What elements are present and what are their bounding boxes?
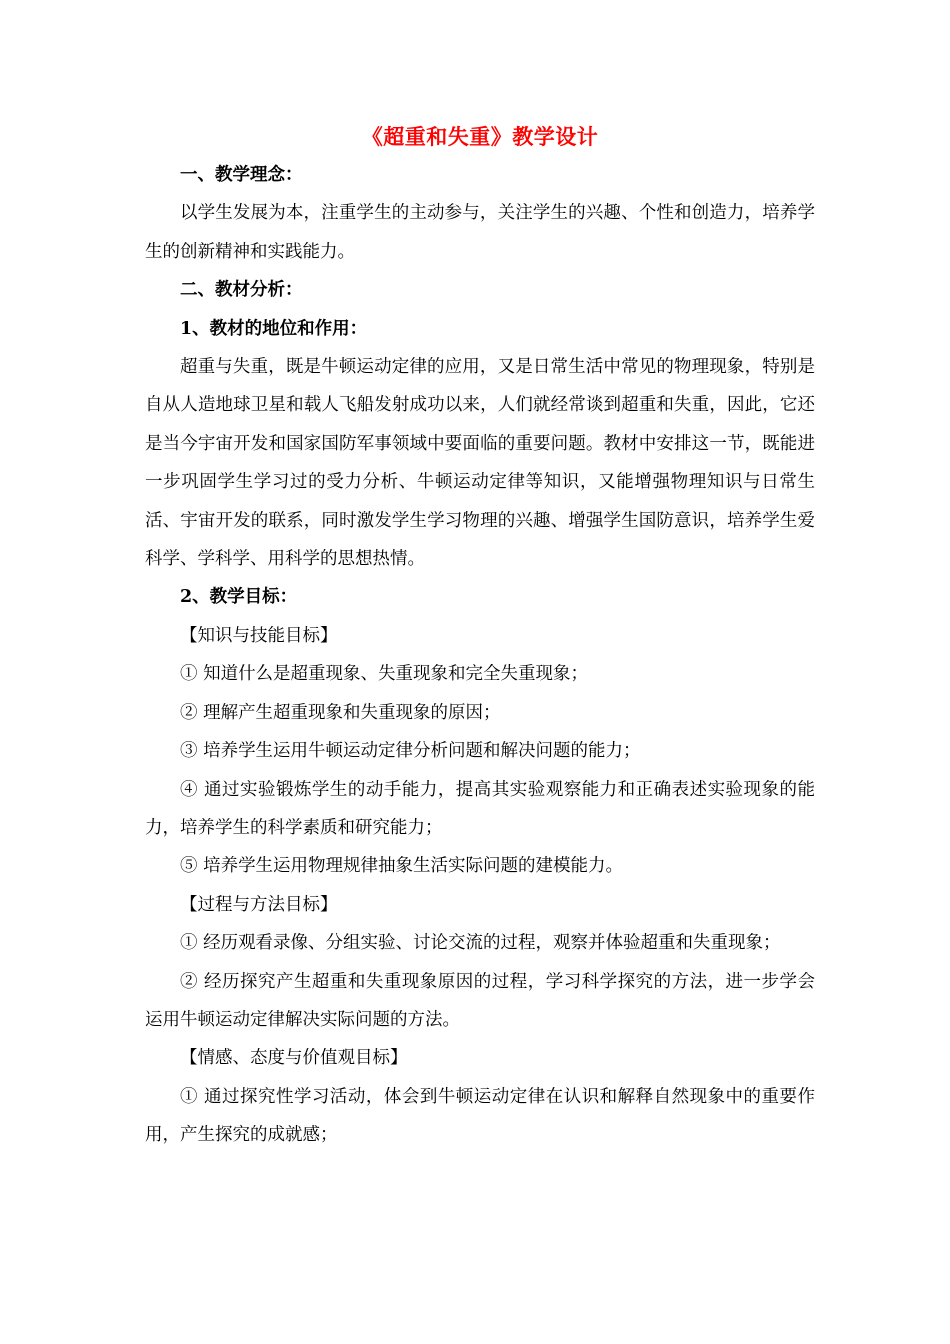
subsection-heading-teaching-goals: 2、教学目标： <box>180 587 298 608</box>
goal-category-process-methods: 【过程与方法目标】 <box>180 894 338 915</box>
goal-item: ① 经历观看录像、分组实验、讨论交流的过程，观察并体验超重和失重现象； <box>180 933 781 954</box>
goal-item: ① 通过探究性学习活动，体会到牛顿运动定律在认识和解释自然现象中的重要作用，产生探究的成就感； <box>145 1086 815 1146</box>
goal-item: ① 知道什么是超重现象、失重现象和完全失重现象； <box>180 664 589 685</box>
section-heading-textbook-analysis: 二、教材分析： <box>180 280 303 301</box>
goal-item: ② 理解产生超重现象和失重现象的原因； <box>180 702 501 723</box>
goal-item: ② 经历探究产生超重和失重现象原因的过程，学习科学探究的方法，进一步学会运用牛顿运动定律解决实际问题的方法。 <box>145 971 815 1030</box>
subsection-heading-status-and-role: 1、教材的地位和作用： <box>180 318 368 339</box>
document-page <box>145 118 815 1155</box>
paragraph-status-and-role: 超重与失重，既是牛顿运动定律的应用，又是日常生活中常见的物理现象，特别是自从人造地球卫星和载人飞船发射成功以来，人们就经常谈到超重和失重，因此，它还是当今宇宙开发和国家国防军事领域中要面临的重要问题。教材中安排这一节，既能进一步巩固学生学习过的受力分析、牛顿运动定律等知识，又能增强物理知识与日常生活、宇宙开发的联系，同时激发学生学习物理的兴趣、增强学生国防意识，培养学生爱科学、学科学、用科学的思想热情。 <box>145 357 815 570</box>
goal-category-emotion-values: 【情感、态度与价值观目标】 <box>180 1048 408 1069</box>
section-heading-teaching-philosophy: 一、教学理念： <box>180 165 303 185</box>
goal-item: ⑤ 培养学生运用物理规律抽象生活实际问题的建模能力。 <box>180 856 624 877</box>
document-title: 《超重和失重》教学设计 <box>361 124 599 149</box>
goal-item: ④ 通过实验锻炼学生的动手能力，提高其实验观察能力和正确表述实验现象的能力，培养学生的科学素质和研究能力； <box>145 779 815 838</box>
goal-item: ③ 培养学生运用牛顿运动定律分析问题和解决问题的能力； <box>180 741 641 762</box>
goal-category-knowledge-skills: 【知识与技能目标】 <box>180 625 338 646</box>
paragraph-teaching-philosophy: 以学生发展为本，注重学生的主动参与，关注学生的兴趣、个性和创造力，培养学生的创新精神和实践能力。 <box>145 203 815 262</box>
